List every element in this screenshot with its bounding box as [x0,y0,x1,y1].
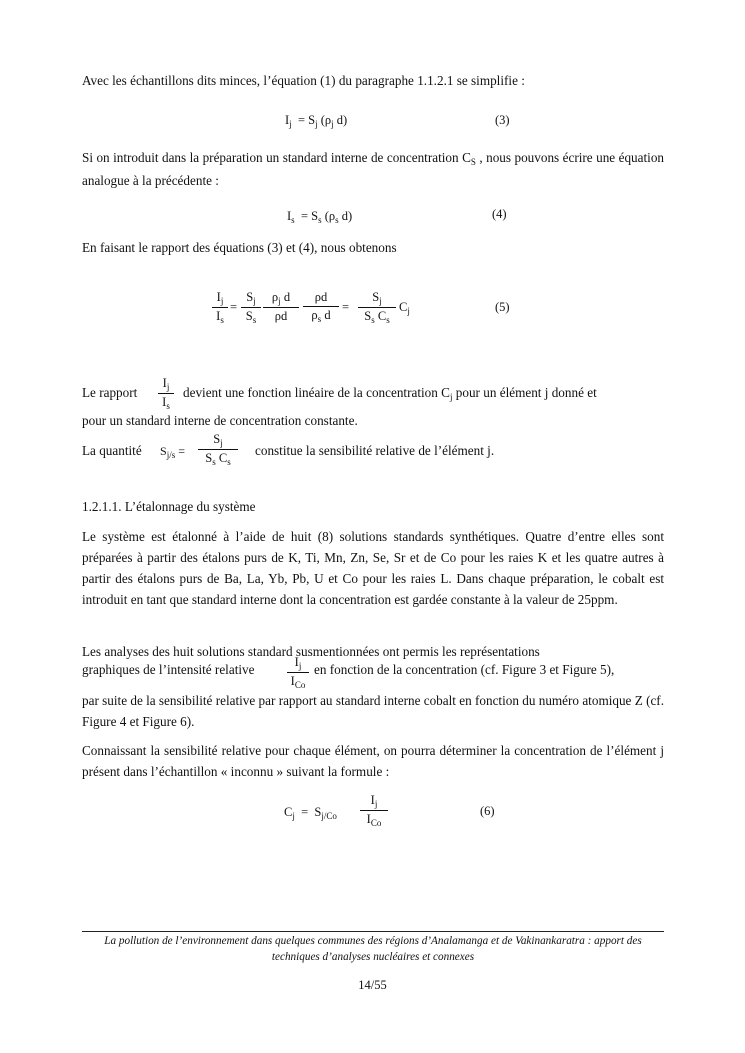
rapport-text-continued: pour un standard interne de concentration constante. [82,413,358,428]
analyses-paragraph-line2b: en fonction de la concentration (cf. Figure 3 et Figure 5), [314,662,615,677]
relative-intensity-fraction: $I_j$ $I_{Co}$ [287,655,309,690]
eq5-fraction-result: $S_j$ $S_s$ $C_s$ [358,290,396,325]
eq5-fraction-sensitivity: $S_j$ $S_s$ [241,290,261,325]
footer-text: La pollution de l’environnement dans quelques communes des régions d’Analamanga et de Vakinankaratra : apport des techniques d’analyses nucléaires et connexes [104,935,642,963]
ratio-paragraph: En faisant le rapport des équations (3) et (4), nous obtenons [82,240,397,255]
formula-paragraph: Connaissant la sensibilité relative pour chaque élément, on pourra déterminer la concentration de l’élément j présent dans l’échantillon « inconnu » suivant la formule : [82,743,664,779]
eq5-fraction-intensity: $I_j$ $I_s$ [212,290,228,325]
analyses-paragraph-line2a: graphiques de l’intensité relative [82,662,255,677]
equation-4: $I_s = S_s$ ($\rho_s$ d) [287,209,353,225]
sensitivity-text: constitue la sensibilité relative de l’élément j. [255,443,495,458]
eq5-fraction-density: $\rho_j$ d ρd [263,290,299,324]
rapport-fraction: $I_j$ $I_s$ [158,376,174,411]
calibration-paragraph: Le système est étalonné à l’aide de huit (8) solutions standards synthétiques. Quatre d’entre elles sont préparées à partir des étalons purs de K, Ti, Mn, Zn, Se, Sr et de Co pour les raies K et les quatre autres à partir des étalons purs de Ba, La, Yb, Pb, U et Co pour les raies L. Dans chaque préparation, le cobalt est introduit en tant que standard interne dont la concentration est gardée constante à la valeur de 25ppm. [82,529,664,607]
standard-paragraph: Si on introduit dans la préparation un standard interne de concentration $C_S$ , nous pouvons écrire une équation analogue à la précédente : [82,150,665,188]
equation-4-number: (4) [492,207,507,221]
analyses-paragraph-rest: par suite de la sensibilité relative par rapport au standard interne cobalt en fonction du numéro atomique Z (cf. Figure 4 et Figure 6). [82,693,664,729]
equation-6-number: (6) [480,804,495,818]
equation-5-number: (5) [495,300,510,314]
eq5-equals-1: = [230,300,238,314]
footer-divider [82,931,664,932]
rapport-label: Le rapport [82,385,138,400]
page-number: 14/55 [358,978,387,992]
analyses-paragraph-line1: Les analyses des huit solutions standard susmentionnées ont permis les représentations [82,644,540,659]
quantite-label: La quantité [82,443,142,458]
sensitivity-symbol: $S_{j/s}$ = [160,444,185,460]
eq5-fraction-standard-density: ρd $\rho_s$ d [303,290,339,324]
section-heading: 1.2.1.1. L’étalonnage du système [82,499,256,514]
rapport-text: devient une fonction linéaire de la concentration $C_j$ pour un élément j donné et [183,385,597,402]
intro-paragraph: Avec les échantillons dits minces, l’équation (1) du paragraphe 1.1.2.1 se simplifie : [82,73,525,88]
equation-3: $I_j = S_j$ ($\rho_j$ d) [285,113,348,129]
eq5-equals-2: = [342,300,350,314]
equation-3-number: (3) [495,113,510,127]
sensitivity-fraction: $S_j$ $S_s$ $C_s$ [198,432,238,467]
eq5-tail: $C_j$ [399,300,410,316]
equation-6-lhs: $C_j = S_{j/Co}$ [284,805,337,821]
equation-6-fraction: $I_j$ $I_{Co}$ [360,793,388,828]
